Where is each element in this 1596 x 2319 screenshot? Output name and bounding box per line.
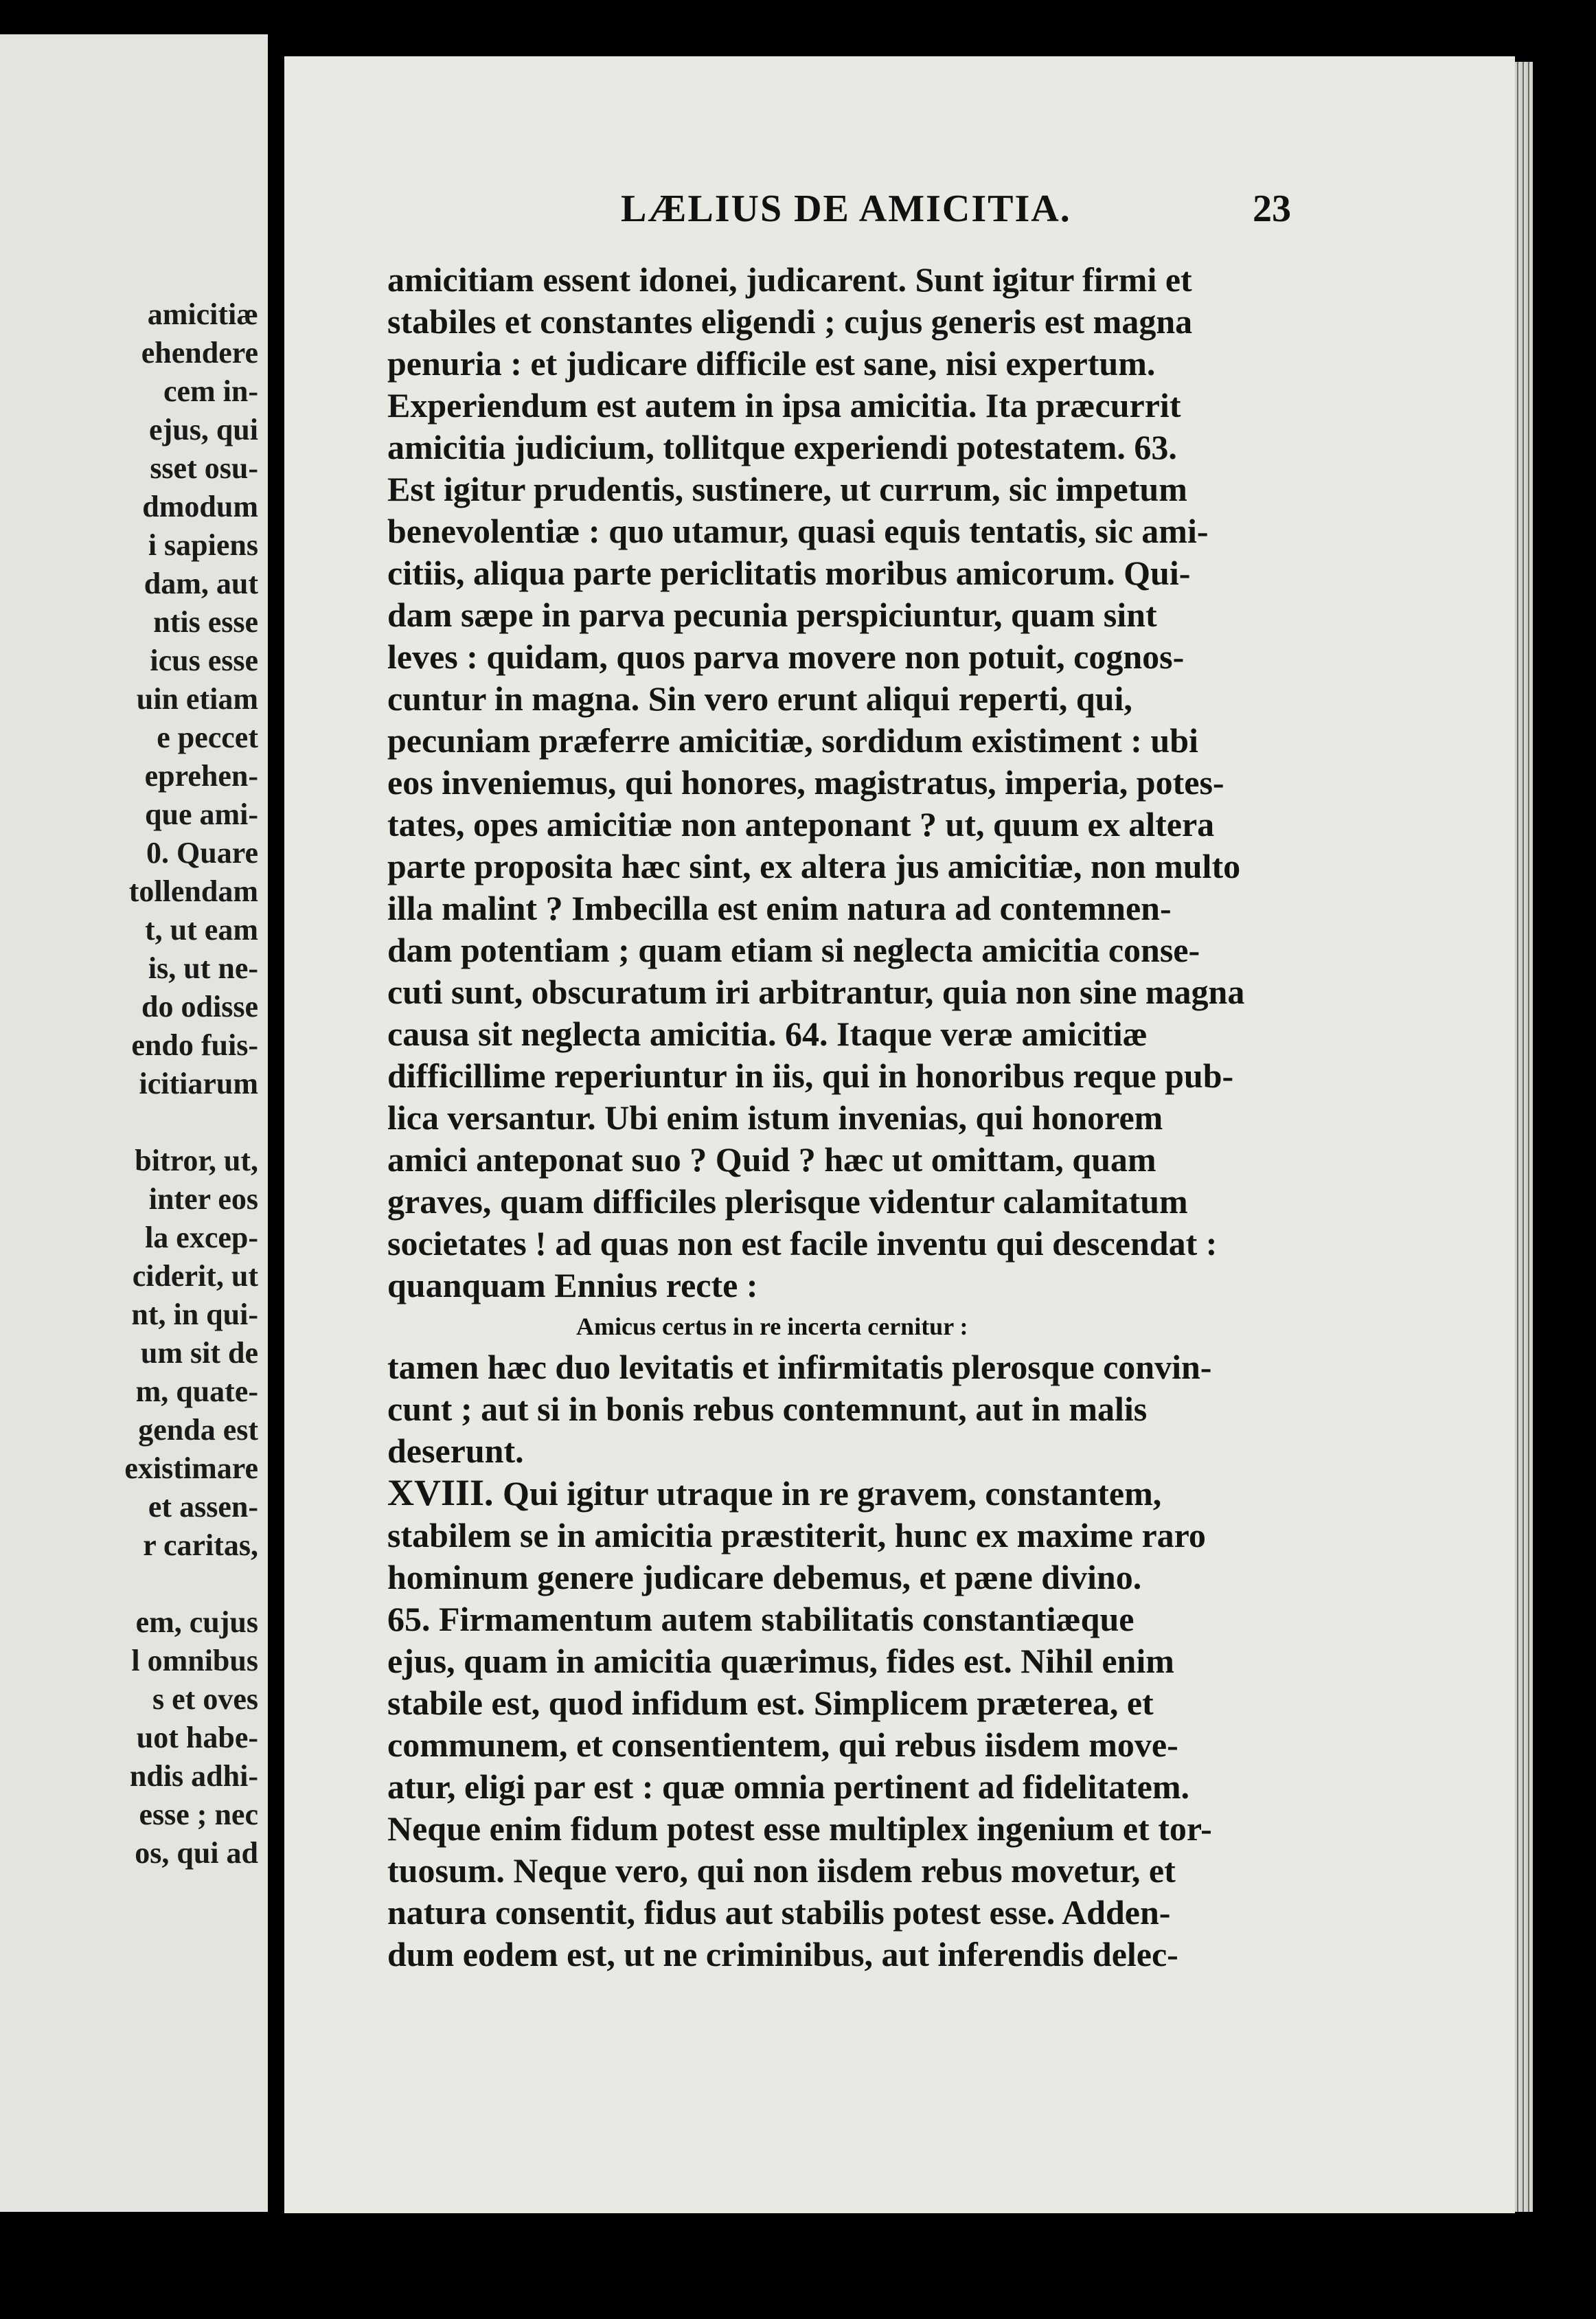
text-line: cunt ; aut si in bonis rebus contemnunt, aut in malis (387, 1390, 1148, 1428)
left-page-line: eprehen- (144, 759, 258, 793)
left-page-line: inter eos (148, 1182, 258, 1216)
left-page-line: em, cujus (135, 1605, 258, 1639)
left-page-line: tollendam (128, 874, 258, 908)
left-page-line: do odisse (141, 990, 258, 1023)
text-line: citiis, aliqua parte periclitatis moribus amicorum. Qui- (387, 554, 1191, 592)
running-title: LÆLIUS DE AMICITIA. (621, 188, 1071, 230)
text-line: cuti sunt, obscuratum iri arbitrantur, quia non sine magna (387, 973, 1245, 1011)
left-page-line: genda est (138, 1413, 258, 1447)
text-line: amicitiam essent idonei, judicarent. Sunt igitur firmi et (387, 260, 1192, 299)
text-line: Neque enim fidum potest esse multiplex ingenium et tor- (387, 1809, 1212, 1848)
text-line: stabilem se in amicitia præstiterit, hunc ex maxime raro (387, 1516, 1206, 1554)
left-page-line: icus esse (150, 644, 258, 677)
left-page-line: m, quate- (135, 1375, 258, 1408)
left-page-line: os, qui ad (135, 1836, 258, 1870)
text-line: 65. Firmamentum autem stabilitatis constantiæque (387, 1600, 1135, 1638)
left-page-line: i sapiens (148, 528, 258, 562)
left-page-line: existimare (124, 1451, 258, 1485)
book-gutter (268, 0, 284, 2319)
text-line: Qui igitur utraque in re gravem, constantem, (503, 1474, 1162, 1513)
text-line: illa malint ? Imbecilla est enim natura ad contemnen- (387, 889, 1172, 927)
text-line: atur, eligi par est : quæ omnia pertinent ad fidelitatem. (387, 1767, 1190, 1806)
text-line: tates, opes amicitiæ non anteponant ? ut, quum ex altera (387, 805, 1215, 844)
text-line: deserunt. (387, 1432, 524, 1470)
left-page-fragment (0, 34, 268, 2212)
text-line: ejus, quam in amicitia quærimus, fides est. Nihil enim (387, 1642, 1174, 1680)
left-page-line: sset osu- (150, 451, 258, 485)
text-line: dam potentiam ; quam etiam si neglecta amicitia conse- (387, 931, 1200, 969)
left-page-line: ntis esse (153, 605, 258, 639)
text-line: parte proposita hæc sint, ex altera jus amicitiæ, non multo (387, 847, 1241, 885)
text-line: tuosum. Neque vero, qui non iisdem rebus movetur, et (387, 1851, 1176, 1890)
page-header (284, 187, 1515, 235)
text-line: Experiendum est autem in ipsa amicitia. Ita præcurrit (387, 386, 1181, 425)
page-edge (1515, 62, 1533, 2212)
left-page-line: esse ; nec (139, 1798, 258, 1831)
left-page-line: ndis adhi- (129, 1759, 258, 1793)
text-line: natura consentit, fidus aut stabilis potest esse. Adden- (387, 1893, 1171, 1932)
text-line: difficillime reperiuntur in iis, qui in honoribus reque pub- (387, 1056, 1234, 1095)
text-line: dum eodem est, ut ne criminibus, aut inferendis delec- (387, 1935, 1178, 1973)
left-page-line: 0. Quare (146, 836, 258, 870)
text-line: lica versantur. Ubi enim istum invenias, qui honorem (387, 1098, 1163, 1137)
left-page-line: et assen- (148, 1490, 258, 1524)
ennius-quote: Amicus certus in re incerta cernitur : (576, 1313, 968, 1340)
page-number: 23 (1253, 188, 1291, 230)
body-text (387, 259, 1515, 1976)
left-page-line: amicitiæ (147, 297, 258, 331)
text-line: tamen hæc duo levitatis et infirmitatis plerosque convin- (387, 1348, 1212, 1386)
left-page-line: um sit de (140, 1336, 258, 1370)
right-page (284, 56, 1515, 2213)
left-page-line: icitiarum (139, 1067, 258, 1100)
text-line: graves, quam difficiles plerisque videntur calamitatum (387, 1182, 1188, 1221)
text-line: causa sit neglecta amicitia. 64. Itaque veræ amicitiæ (387, 1015, 1148, 1053)
left-page-line: uot habe- (136, 1721, 258, 1754)
left-page-line: endo fuis- (131, 1028, 258, 1062)
text-line: amicitia judicium, tollitque experiendi potestatem. 63. (387, 428, 1177, 466)
text-line: quanquam Ennius recte : (387, 1266, 758, 1304)
section-heading-line (387, 1472, 1515, 1515)
text-line: eos inveniemus, qui honores, magistratus, imperia, potes- (387, 763, 1224, 802)
section-numeral: XVIII. (387, 1472, 503, 1513)
left-page-line: ehendere (141, 336, 258, 370)
left-page-line: t, ut eam (145, 913, 258, 947)
left-page-line: cem in- (163, 374, 258, 408)
text-line: hominum genere judicare debemus, et pæne divino. (387, 1558, 1142, 1596)
left-page-line: l omnibus (131, 1644, 258, 1677)
left-page-line: nt, in qui- (131, 1298, 258, 1331)
left-page-line: dam, aut (144, 567, 258, 600)
text-line: dam sæpe in parva pecunia perspiciuntur, quam sint (387, 596, 1157, 634)
left-page-line: ciderit, ut (132, 1259, 258, 1293)
text-line: pecuniam præferre amicitiæ, sordidum existiment : ubi (387, 721, 1198, 760)
text-line: societates ! ad quas non est facile inventu qui descendat : (387, 1224, 1218, 1263)
text-line: stabiles et constantes eligendi ; cujus generis est magna (387, 302, 1193, 341)
left-page-line: s et oves (152, 1682, 258, 1716)
text-line: amici anteponat suo ? Quid ? hæc ut omittam, quam (387, 1140, 1156, 1179)
text-line: penuria : et judicare difficile est sane, nisi expertum. (387, 344, 1156, 383)
left-page-line: e peccet (157, 721, 258, 754)
left-page-line: ejus, qui (149, 413, 258, 446)
text-line: Est igitur prudentis, sustinere, ut currum, sic impetum (387, 470, 1187, 508)
left-page-line: dmodum (142, 490, 258, 523)
left-page-line: uin etiam (136, 682, 258, 716)
left-page-line: la excep- (145, 1221, 258, 1254)
left-page-line: is, ut ne- (148, 951, 258, 985)
text-line: cuntur in magna. Sin vero erunt aliqui reperti, qui, (387, 679, 1132, 718)
text-line: stabile est, quod infidum est. Simplicem præterea, et (387, 1684, 1154, 1722)
text-line: communem, et consentientem, qui rebus iisdem move- (387, 1726, 1178, 1764)
left-page-line: que ami- (145, 797, 258, 831)
text-line: leves : quidam, quos parva movere non potuit, cognos- (387, 637, 1185, 676)
left-page-line: r caritas, (143, 1528, 258, 1562)
text-line: benevolentiæ : quo utamur, quasi equis tentatis, sic ami- (387, 512, 1209, 550)
left-page-line: bitror, ut, (135, 1144, 258, 1177)
